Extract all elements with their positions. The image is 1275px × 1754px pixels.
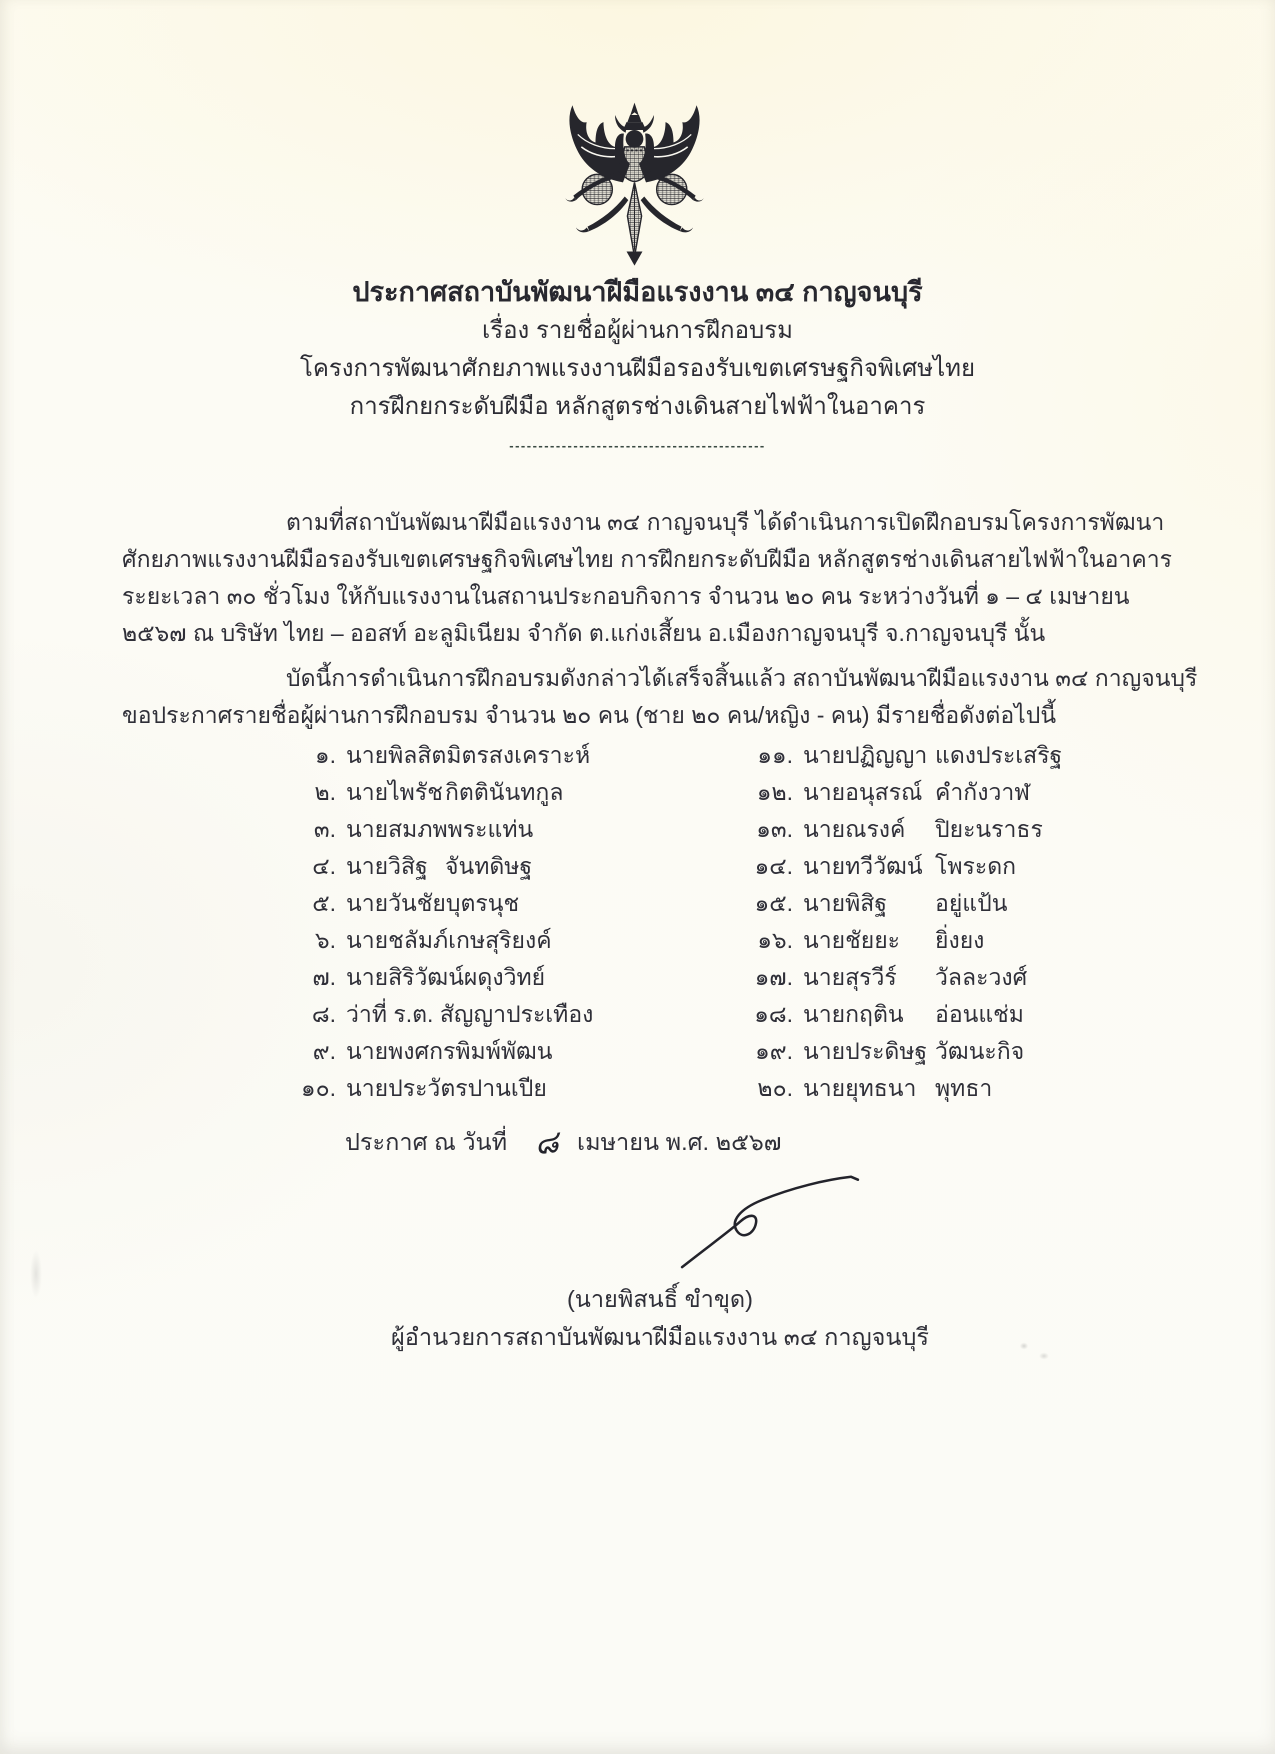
trainee-surname: พิมพ์พัฒน [455, 1038, 553, 1064]
paragraph-line: ขอประกาศรายชื่อผู้ผ่านการฝึกอบรม จำนวน ๒๐ คน (ชาย ๒๐ คน/หญิง - คน) มีรายชื่อดังต่อไปนี้ [122, 702, 1057, 728]
trainee-number: ๑๐. [300, 1075, 336, 1101]
trainee-row [300, 1071, 593, 1108]
trainee-list-left [300, 738, 593, 1108]
trainee-name: ว่าที่ ร.ต. สัญญา [346, 1001, 506, 1027]
trainee-name: นายพิลสิต [346, 742, 447, 768]
trainee-number: ๑๓. [756, 816, 793, 842]
trainee-number: ๑๖. [757, 927, 793, 953]
trainee-number: ๒๐. [757, 1075, 793, 1101]
trainee-name: นายวันชัย [346, 890, 446, 916]
signer-title: ผู้อำนวยการสถาบันพัฒนาฝีมือแรงงาน ๓๔ กาญจนบุรี [391, 1324, 929, 1350]
paragraph-2 [122, 660, 1198, 734]
trainee-surname: โพระดก [935, 853, 1017, 879]
paragraph-line: บัดนี้การดำเนินการฝึกอบรมดังกล่าวได้เสร็จสิ้นแล้ว สถาบันพัฒนาฝีมือแรงงาน ๓๔ กาญจนบุรี [286, 665, 1198, 691]
trainee-surname: ยิ่งยง [935, 927, 985, 953]
date-suffix: เมษายน พ.ศ. ๒๕๖๗ [577, 1129, 782, 1155]
trainee-number: ๑๒. [756, 779, 793, 805]
trainee-surname: มิตรสงเคราะห์ [446, 742, 591, 768]
trainee-surname: เกษสุริยงค์ [448, 927, 552, 953]
trainee-number: ๑. [315, 742, 336, 768]
trainee-number: ๕. [312, 890, 336, 916]
signature-block [380, 1280, 940, 1356]
signature-scribble-icon [672, 1170, 867, 1272]
paragraph-1 [122, 504, 1172, 652]
trainee-number: ๓. [313, 816, 336, 842]
trainee-name: นายไพรัช [346, 779, 443, 805]
trainee-surname: ประเทือง [506, 1001, 594, 1027]
handwritten-day: ๘ [535, 1123, 564, 1162]
trainee-number: ๑๘. [754, 1001, 793, 1027]
trainee-row [745, 775, 1062, 812]
trainee-name: นายประดิษฐ [803, 1038, 928, 1064]
trainee-row [300, 923, 593, 960]
trainee-row [300, 775, 593, 812]
trainee-row [300, 1034, 593, 1071]
trainee-row [300, 738, 593, 775]
signer-name: (นายพิสนธิ์ ขำขุด) [566, 1286, 754, 1312]
trainee-number: ๒. [314, 779, 336, 805]
trainee-surname: จันทดิษฐ [445, 853, 533, 879]
trainee-surname: อ่อนแช่ม [935, 1001, 1024, 1027]
trainee-name: นายทวีวัฒน์ [803, 853, 923, 879]
paragraph-line: ศักยภาพแรงงานฝีมือรองรับเขตเศรษฐกิจพิเศษไทย การฝึกยกระดับฝีมือ หลักสูตรช่างเดินสายไฟฟ้าในอาคาร [122, 546, 1172, 572]
trainee-row [745, 738, 1062, 775]
scan-smudge [28, 1242, 44, 1306]
trainee-name: นายพงศกร [346, 1038, 456, 1064]
trainee-surname: ปานเปีย [467, 1075, 547, 1101]
trainee-list-right [745, 738, 1062, 1108]
trainee-row [300, 886, 593, 923]
trainee-name: นายอนุสรณ์ [803, 779, 923, 805]
trainee-row [300, 960, 593, 997]
document-body [122, 504, 1198, 734]
paragraph-line: ๒๕๖๗ ณ บริษัท ไทย – ออสท์ อะลูมิเนียม จำกัด ต.แก่งเสี้ยน อ.เมืองกาญจนบุรี จ.กาญจนบุรี นั้น [122, 620, 1046, 646]
page-title: ประกาศสถาบันพัฒนาฝีมือแรงงาน ๓๔ กาญจนบุรี [352, 277, 923, 307]
paragraph-line: ระยะเวลา ๓๐ ชั่วโมง ให้กับแรงงานในสถานประกอบกิจการ จำนวน ๒๐ คน ระหว่างวันที่ ๑ – ๔ เมษายน [122, 583, 1130, 609]
trainee-row [745, 849, 1062, 886]
trainee-name: นายปฏิญญา [803, 742, 928, 768]
trainee-surname: กิตตินันทกูล [445, 779, 564, 805]
trainee-number: ๑๕. [754, 890, 793, 916]
trainee-name: นายสมภพ [346, 816, 448, 842]
subject-line: เรื่อง รายชื่อผู้ผ่านการฝึกอบรม [482, 317, 793, 344]
trainee-row [745, 923, 1062, 960]
trainee-number: ๘. [311, 1001, 336, 1027]
trainee-name: นายสิริวัฒน์ [346, 964, 464, 990]
trainee-row [300, 997, 593, 1034]
trainee-name: นายประวัตร [346, 1075, 468, 1101]
trainee-row [745, 1071, 1062, 1108]
trainee-surname: ผดุงวิทย์ [463, 964, 546, 990]
trainee-name: นายณรงค์ [803, 816, 906, 842]
trainee-surname: คำกังวาฬ [935, 779, 1031, 805]
trainee-row [745, 886, 1062, 923]
trainee-number: ๑๔. [754, 853, 793, 879]
trainee-name: นายสุรวีร์ [803, 964, 897, 990]
trainee-row [745, 812, 1062, 849]
document-header [0, 272, 1275, 454]
paragraph-line: ตามที่สถาบันพัฒนาฝีมือแรงงาน ๓๔ กาญจนบุรี ได้ดำเนินการเปิดฝึกอบรมโครงการพัฒนา [286, 509, 1165, 535]
trainee-surname: แดงประเสริฐ [935, 742, 1063, 768]
trainee-surname: พระแท่น [447, 816, 534, 842]
trainee-name: นายกฤติน [803, 1001, 904, 1027]
project-line: โครงการพัฒนาศักยภาพแรงงานฝีมือรองรับเขตเศรษฐกิจพิเศษไทย [299, 355, 976, 382]
trainee-row [300, 812, 593, 849]
trainee-surname: บุตรนุช [445, 890, 520, 916]
trainee-row [745, 960, 1062, 997]
trainee-number: ๑๑. [757, 742, 793, 768]
scan-smudge [1014, 1336, 1058, 1366]
trainee-name: นายยุทธนา [803, 1075, 917, 1101]
trainee-name: นายชลัมภ์ [346, 927, 449, 953]
garuda-emblem-icon [537, 100, 732, 270]
trainee-number: ๔. [312, 853, 336, 879]
trainee-surname: วัฒนะกิจ [935, 1038, 1025, 1064]
trainee-row [745, 997, 1062, 1034]
trainee-number: ๗. [312, 964, 336, 990]
trainee-row [300, 849, 593, 886]
course-line: การฝึกยกระดับฝีมือ หลักสูตรช่างเดินสายไฟฟ้าในอาคาร [349, 393, 926, 420]
announcement-date-line [345, 1124, 781, 1160]
date-prefix: ประกาศ ณ วันที่ [345, 1129, 508, 1155]
trainee-number: ๙. [312, 1038, 336, 1064]
trainee-surname: อยู่แป้น [935, 890, 1008, 916]
trainee-number: ๑๗. [754, 964, 793, 990]
trainee-surname: พุทธา [935, 1075, 993, 1101]
trainee-name: นายชัยยะ [803, 927, 901, 953]
trainee-surname: ปิยะนราธร [935, 816, 1043, 842]
trainee-name: นายพิสิฐ [803, 890, 888, 916]
trainee-surname: วัลละวงศ์ [935, 964, 1028, 990]
header-divider: -------------------------------------------- [509, 438, 766, 453]
trainee-row [745, 1034, 1062, 1071]
trainee-number: ๖. [315, 927, 336, 953]
trainee-number: ๑๙. [755, 1038, 793, 1064]
trainee-name: นายวิสิฐ [346, 853, 428, 879]
